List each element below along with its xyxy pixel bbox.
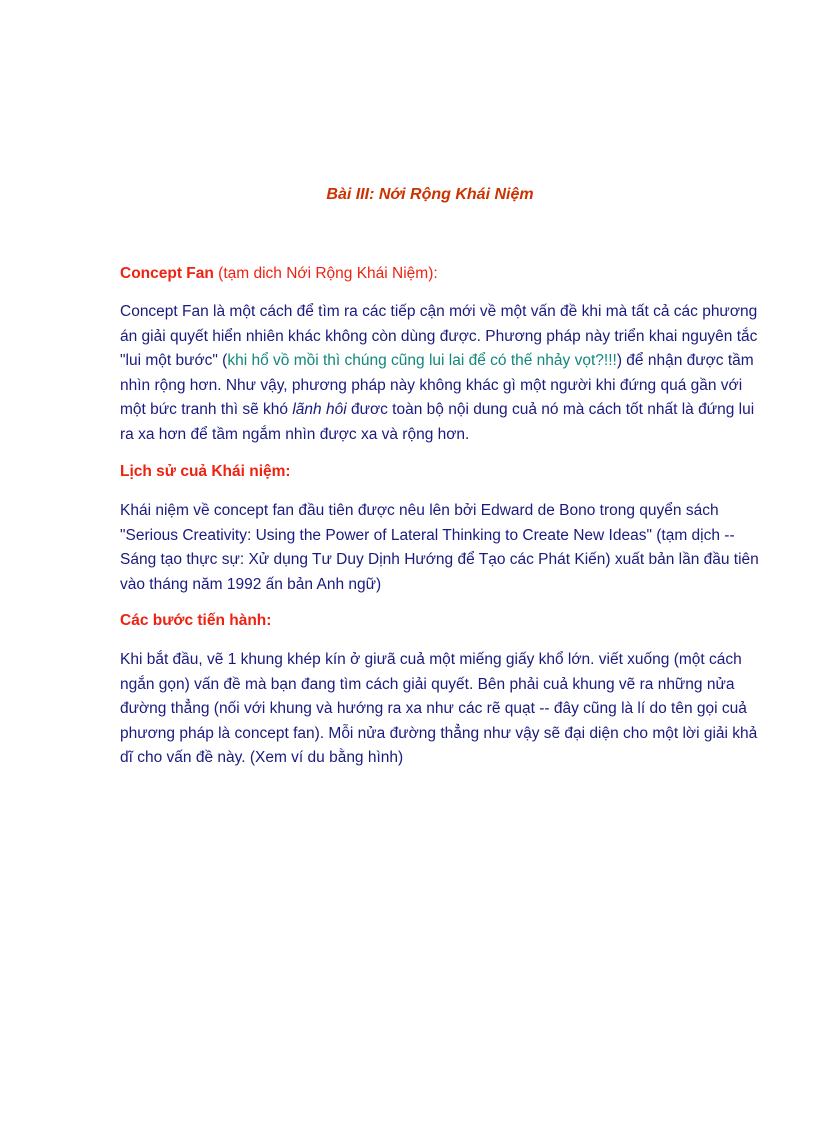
heading-steps: Các bước tiến hành: [120,612,272,629]
paragraph1-emphasis: lãnh hôi [292,401,347,418]
page-title: Bài III: Nới Rộng Khái Niệm [326,186,534,203]
paragraph1-aside: khi hổ vồ mồi thì chúng cũng lui lai để có thế nhảy vọt?!!! [227,352,617,369]
intro-term: Concept Fan [120,265,214,282]
paragraph1-part2: ) để nhận được tầm nhìn rộng hơn. Như vậy, phương pháp này không khác gì một người khi đứng quá gần với một bức tranh thì sẽ khó [120,352,754,418]
intro-line [120,262,760,287]
paragraph1-part1: Concept Fan là một cách để tìm ra các tiếp cận mới về một vấn đề khi mà tất cả các phương án giải quyết hiển nhiên khác không còn dùng được. Phương pháp này triển khai nguyên tắc "lui một bước" ( [120,303,758,369]
paragraph1-part3: đươc toàn bộ nội dung cuả nó mà cách tốt nhất là đứng lui ra xa hơn để tầm ngắm nhìn được xa và rộng hơn. [120,401,755,443]
intro-gloss: (tạm dich Nới Rộng Khái Niệm): [213,265,438,282]
paragraph-steps: Khi bắt đầu, vẽ 1 khung khép kín ở giưã cuả một miếng giấy khổ lớn. viết xuống (một cách ngắn gọn) vấn đề mà bạn đang tìm cách giải quyết. Bên phải cuả khung vẽ ra những nửa đường thẳng (nối với khung và hướng ra xa như các rẽ quạt -- đây cũng là lí do tên gọi cuả phương pháp là concept fan). Mỗi nửa đường thẳng như vậy sẽ đại diện cho một lời giải khả dĩ cho vấn đề này. (Xem ví du bằng hình) [120,651,758,766]
heading-history: Lịch sử cuả Khái niệm: [120,463,291,480]
paragraph-concept-fan [120,300,760,447]
paragraph-history: Khái niệm về concept fan đầu tiên được nêu lên bởi Edward de Bono trong quyển sách "Serious Creativity: Using the Power of Lateral Thinking to Create New Ideas" (tạm dịch -- Sáng tạo thực sự: Xử dụng Tư Duy Dịnh Hướng để Tạo các Phát Kiến) xuất bản lần đầu tiên vào tháng năm 1992 ấn bản Anh ngữ) [120,502,759,593]
